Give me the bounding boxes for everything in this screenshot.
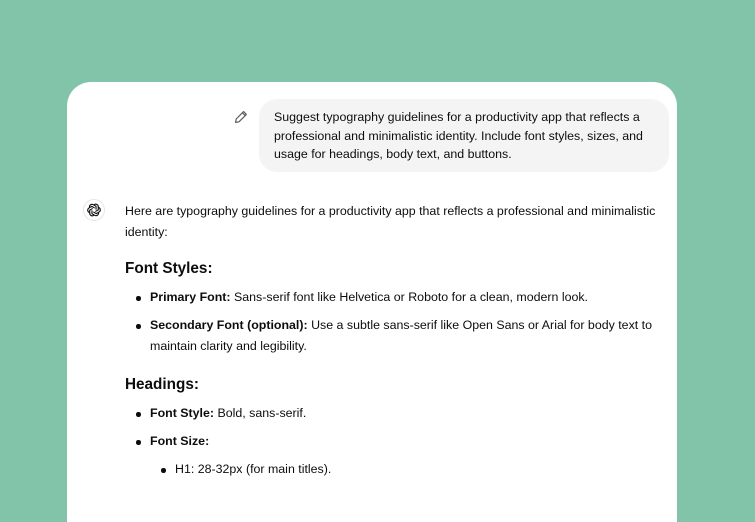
- section-heading-headings: Headings:: [125, 376, 199, 393]
- section-heading-font-styles: Font Styles:: [125, 260, 213, 277]
- assistant-intro: Here are typography guidelines for a productivity app that reflects a professional and minimalistic identity:: [125, 204, 656, 239]
- edit-message-button[interactable]: [233, 109, 249, 125]
- sub-list-item: H1: 28-32px (for main titles).: [150, 459, 670, 480]
- list-item-label: Primary Font:: [150, 290, 231, 304]
- list-item: [125, 431, 670, 480]
- list-item: [125, 315, 670, 357]
- headings-list: [125, 403, 670, 480]
- pencil-icon: [233, 109, 249, 125]
- list-item: [125, 287, 670, 308]
- list-item-label: Secondary Font (optional):: [150, 318, 308, 332]
- openai-logo-icon: [87, 203, 101, 217]
- list-item-text: Use a subtle sans-serif like Open Sans or Arial for body text to maintain clarity and legibility.: [150, 318, 652, 353]
- list-item: [125, 403, 670, 424]
- list-item-text: Bold, sans-serif.: [214, 406, 307, 420]
- font-styles-list: [125, 287, 670, 357]
- font-size-sublist: [150, 459, 670, 480]
- assistant-avatar: [83, 199, 105, 221]
- chat-card: [67, 82, 677, 522]
- list-item-label: Font Style:: [150, 406, 215, 420]
- list-item-label: Font Size:: [150, 434, 210, 448]
- list-item-text: Sans-serif font like Helvetica or Roboto for a clean, modern look.: [230, 290, 588, 304]
- assistant-response: [125, 201, 670, 487]
- user-message-text: Suggest typography guidelines for a productivity app that reflects a professional and minimalistic identity. Include font styles, sizes, and usage for headings, body text, and buttons.: [274, 110, 643, 161]
- user-message-bubble: [259, 99, 669, 172]
